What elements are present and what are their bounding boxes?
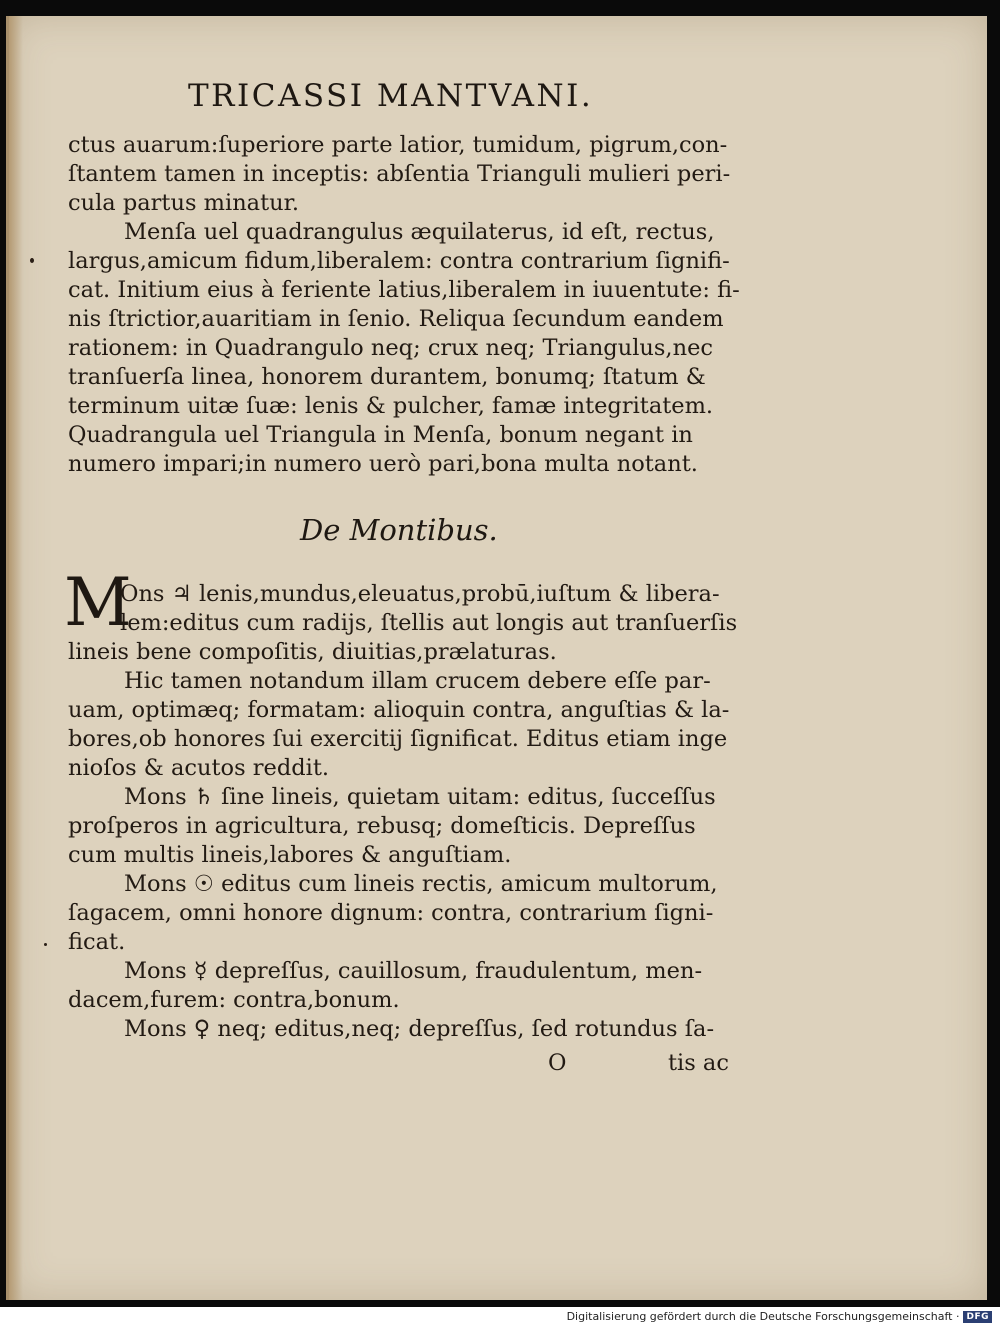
catchword: tis ac (668, 1050, 729, 1076)
text-line: nis ſtrictior,auaritiam in ſenio. Reliqua ſecundum eandem (68, 306, 724, 332)
text-line: Mons ♀ neq; editus,neq; depreſſus, ſed rotundus ſa- (124, 1016, 715, 1042)
drop-cap: M (64, 564, 132, 641)
digitization-footer (567, 1310, 992, 1323)
text-line: ſtantem tamen in inceptis: abſentia Trianguli mulieri peri- (68, 161, 731, 187)
text-line: terminum uitæ ſuæ: lenis & pulcher, famæ integritatem. (68, 393, 714, 419)
text-line: cat. Initium eius à feriente latius,liberalem in iuuentute: fi- (68, 277, 740, 303)
text-line: bores,ob honores ſui exercitij ſignificat. Editus etiam inge (68, 726, 728, 752)
text-line: largus,amicum fidum,liberalem: contra contrarium ſignifi- (68, 248, 730, 274)
running-header: TRICASSI MANTVANI. (188, 78, 594, 114)
text-line: uam, optimæq; formatam: alioquin contra, anguſtias & la- (68, 697, 730, 723)
margin-mark (30, 258, 34, 263)
text-line: tranſuerſa linea, honorem durantem, bonumq; ſtatum & (68, 364, 706, 390)
footer-text: Digitalisierung gefördert durch die Deutsche Forschungsgemeinschaft · (566, 1310, 960, 1323)
section-title: De Montibus. (300, 513, 498, 547)
text-line: ctus auarum:ſuperiore parte latior, tumidum, pigrum,con- (68, 132, 728, 158)
text-line: Mons ♄ ſine lineis, quietam uitam: editus, ſucceſſus (124, 784, 716, 810)
text-line: Ons ♃ lenis,mundus,eleuatus,probū,iuſtum & libera- (120, 581, 720, 607)
signature-mark: O (548, 1050, 567, 1076)
text-line: cum multis lineis,labores & anguſtiam. (68, 842, 512, 868)
page-edge (9, 16, 23, 1300)
text-line: lem:editus cum radijs, ſtellis aut longis aut tranſuerſis (120, 610, 738, 636)
text-line: ſagacem, omni honore dignum: contra, contrarium ſigni- (68, 900, 714, 926)
text-line: dacem,furem: contra,bonum. (68, 987, 400, 1013)
text-line: rationem: in Quadrangulo neq; crux neq; Triangulus,nec (68, 335, 713, 361)
text-line: lineis bene compoſitis, diuitias,prælaturas. (68, 639, 557, 665)
text-line: proſperos in agricultura, rebusq; domeſticis. Depreſſus (68, 813, 696, 839)
text-line: Menſa uel quadrangulus æquilaterus, id eſt, rectus, (124, 219, 715, 245)
text-line: Quadrangula uel Triangula in Menſa, bonum negant in (68, 422, 693, 448)
text-line: ficat. (68, 929, 126, 955)
text-line: numero impari;in numero uerò pari,bona multa notant. (68, 451, 698, 477)
text-line: Mons ☉ editus cum lineis rectis, amicum multorum, (124, 871, 718, 897)
text-line: Hic tamen notandum illam crucem debere eſſe par- (124, 668, 711, 694)
text-line: cula partus minatur. (68, 190, 300, 216)
margin-mark (44, 943, 47, 946)
dfg-logo: DFG (963, 1311, 992, 1323)
text-line: Mons ☿ depreſſus, cauillosum, fraudulentum, men- (124, 958, 703, 984)
text-line: nioſos & acutos reddit. (68, 755, 330, 781)
